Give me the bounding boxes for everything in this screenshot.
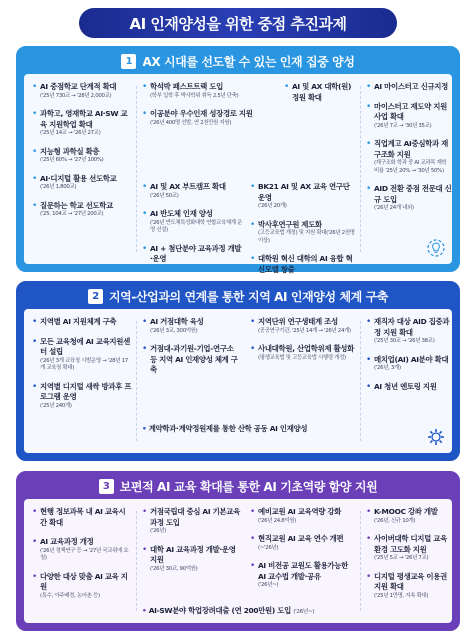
list-item: • 이공분야 우수인재 성장경로 지원 ('26년 400명 선발, 연 2천만원 지원) (142, 109, 274, 127)
list-item: • 직업계고 AI중심학과 재구조화 지원 (재구조화 학과 중 AI 교과목 재학 비율 '25년 20% → '30년 50%) (366, 139, 452, 175)
list-item: • 사이버대학 디지털 교육환경 고도화 지원 ('25년 5교 → '26년 7교) (366, 534, 452, 563)
list-item: • AI 마이스터고 신규지정 (366, 82, 452, 93)
section-2-heading: 지역-산업과의 연계를 통한 지역 AI 인재양성 체계 구축 (108, 289, 388, 304)
section-3-header (18, 473, 458, 499)
section-2-number: 2 (88, 289, 103, 304)
section-1-col-2a (142, 82, 274, 136)
section-3-col-3 (250, 507, 356, 599)
list-item: • 질문하는 학교 선도학교 ('25. 104교 → '27년 200교) (32, 201, 132, 219)
list-item: • 디지털 평생교육 이용권 지원 확대 ('25년 1만명, 지속 확대) (366, 572, 452, 601)
section-3-body (24, 499, 452, 623)
list-item: • K-MOOC 강좌 개발 ('26년, 신규 10개) (366, 507, 452, 525)
list-item: • 대학 AI 교육과정 개발·운영 지원 ('26년 30교, 90억원) (142, 545, 242, 574)
section-3 (16, 471, 460, 631)
list-item: • 지역별 AI 지원체계 구축 (32, 317, 132, 328)
list-item: • 사내대학원, 산업학위제 활성화 (평생교육법 및 고등교육법 시행령 개정) (250, 344, 356, 362)
section-1-col-3 (250, 182, 356, 284)
section-3-col-2 (142, 507, 242, 582)
section-2-header (18, 283, 458, 309)
section-2-col-4 (366, 317, 452, 401)
section-1-col-1 (32, 82, 132, 228)
section-1-col-2b (284, 82, 354, 112)
list-item: • 다양한 대상 맞춤 AI 교육 지원 (특수, 아주배경, 농어촌 등) (32, 572, 132, 601)
section-1-col-2c (142, 182, 242, 274)
list-item: • AID 전환 중점 전문대 신규 도입 ('26년 24개 내외) (366, 184, 452, 213)
list-item: • AI 중점학교 단계적 확대 ('25년 730교 → '28년 2,000교) (32, 82, 132, 100)
list-item: • AI 거점대학 육성 ('26년 3교, 300억원) (142, 317, 242, 335)
list-item: • 지역별 디지털 새싹 방과후 프로그램 운영 ('25년 240개) (32, 382, 132, 411)
gear-icon (426, 427, 446, 447)
list-item: • 모든 교육청에 AI 교육지원센터 설립 ('26년 3개 교육청 시범운영 → '28년 17개 교육청 확대) (32, 337, 132, 373)
list-item: • 예비교원 AI 교육역량 강화 ('26년 24.8억원) (250, 507, 356, 525)
list-item: • 과학고, 영재학교 AI·SW 교육 지원학업 확대 ('25년 14교 → '26년 27교) (32, 109, 132, 138)
list-item: • AI 및 AX 대학(원) 정원 확대 (284, 82, 354, 103)
section-3-heading: 보편적 AI 교육 확대를 통한 AI 기초역량 함양 지원 (119, 479, 378, 494)
divider (360, 86, 361, 252)
section-1-header (18, 48, 458, 74)
section-1-number: 1 (121, 54, 136, 69)
lightbulb-gear-icon (426, 238, 446, 258)
section-3-number: 3 (99, 479, 114, 494)
section-2-col-3 (250, 317, 356, 371)
divider (136, 321, 137, 441)
list-item: • 현행 정보과목 내 AI 교육시간 확대 (32, 507, 132, 528)
divider (136, 511, 137, 611)
list-item: • AI + 첨단분야 교육과정 개발·운영 (142, 244, 242, 265)
list-item: • 거점대-과기원-기업-연구소 등 지역 AI 인재양성 체계 구축 (142, 344, 242, 376)
section-1-body (24, 74, 452, 274)
section-2 (16, 281, 460, 461)
section-3-bottom-item: • AI-SW분야 학업장려대출 (연 200만원) 도입 ('26년~) (142, 606, 315, 615)
section-1 (16, 46, 460, 272)
list-item: • AI·디지털 활용 선도학교 ('26년 1,800교) (32, 174, 132, 192)
section-2-col-2 (142, 317, 242, 385)
list-item: • AI 비전공 교원도 활용가능한 AI 교수법 개발·공유 ('26년~) (250, 561, 356, 590)
list-item: • 지능형 과학실 확충 ('25년 60% → '27년 100%) (32, 147, 132, 165)
page-title: AI 인재양성을 위한 중점 추진과제 (79, 8, 397, 38)
section-2-bottom-item: • 계약학과·계약정원제를 통한 산학 공동 AI 인재양성 (142, 424, 308, 433)
list-item: • BK21 AI 및 AX 교육 연구단 운영 ('26년 20개) (250, 182, 356, 211)
divider (360, 511, 361, 611)
section-2-col-1 (32, 317, 132, 419)
section-1-col-4 (366, 82, 452, 222)
list-item: • 지역단위 연구생태계 조성 (공공연구기관, '25년 14개 → '26년 24개) (250, 317, 356, 335)
list-item: • AI 교육과정 개정 ('26년 정책연구 등 → '27년 국교위에 요청) (32, 537, 132, 563)
divider (136, 86, 137, 252)
divider (360, 321, 361, 441)
section-3-col-1 (32, 507, 132, 609)
list-item: • 마이스터고 재도약 지원 사업 확대 ('26년 7교 → '30년 35교) (366, 102, 452, 131)
section-3-col-4 (366, 507, 452, 609)
section-1-heading: AX 시대를 선도할 수 있는 인재 집중 양성 (142, 54, 355, 69)
list-item: • 박사후연구원 제도화 (고등교육법 개정) 및 지원 확대('26년 2천명 이상) (250, 220, 356, 246)
list-item: • AI 및 AX 부트캠프 확대 ('26년 50교) (142, 182, 242, 200)
section-2-body (24, 309, 452, 453)
list-item: • 현직교원 AI 교육 연수 개편 (~'26년) (250, 534, 356, 552)
list-item: • AI 반도체 인재 양성 ('26년 반도체특성화대학 연합교육체계 운영 신설) (142, 209, 242, 235)
list-item: • 학석박 패스트트랙 도입 (학부 입학 후 박사학위 취득 2.5년 단축) (142, 82, 274, 100)
list-item: • 대학원 혁신 대학의 AI 융합 혁신모델 창출 (250, 254, 356, 275)
list-item: • AI 청년 엔토링 지원 (366, 382, 452, 393)
list-item: • 거점국립대 중심 AI 기본교육과정 도입 ('26년) (142, 507, 242, 536)
list-item: • 재직자 대상 AID 집중과정 지원 확대 ('25년 30교 → '26년 38교) (366, 317, 452, 346)
list-item: • 매치업(AI) AI분야 확대 ('26년, 3개) (366, 355, 452, 373)
